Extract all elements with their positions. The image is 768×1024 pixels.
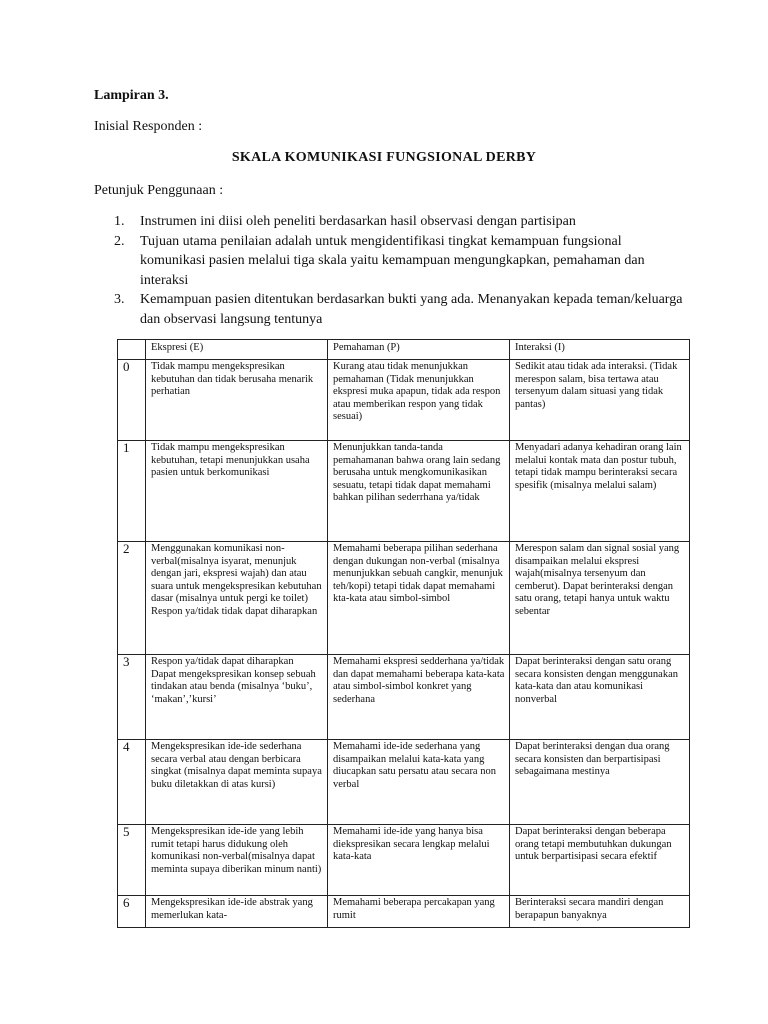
interaksi-cell: Berinteraksi secara mandiri dengan berapapun banyaknya — [510, 896, 690, 928]
pemahaman-cell: Memahami ide-ide sederhana yang disampaikan melalui kata-kata yang diucapkan satu persatu atau secara non verbal — [328, 740, 510, 825]
table-row — [118, 896, 690, 928]
instructions-heading: Petunjuk Penggunaan : — [94, 183, 224, 198]
ekspresi-cell: Tidak mampu mengekspresikan kebutuhan, tetapi menunjukkan usaha pasien untuk berkomunikasi — [146, 441, 328, 542]
table-row — [118, 360, 690, 441]
instruction-item — [94, 290, 684, 329]
attachment-label: Lampiran 3. — [94, 88, 169, 103]
pemahaman-cell: Memahami beberapa pilihan sederhana dengan dukungan non-verbal (misalnya menunjukkan sebuah cangkir, menunjuk teh/kopi) tetapi tidak dapat memahami kta-kata atau simbol-simbol — [328, 542, 510, 655]
table-header-row — [118, 340, 690, 360]
level-cell: 6 — [118, 896, 146, 928]
table-row — [118, 825, 690, 896]
header-pemahaman: Pemahaman (P) — [328, 340, 510, 360]
table-row — [118, 441, 690, 542]
ekspresi-cell: Mengekspresikan ide-ide yang lebih rumit tetapi harus didukung oleh komunikasi non-verbal(misalnya dapat meminta supaya diberikan minum nanti) — [146, 825, 328, 896]
pemahaman-cell: Menunjukkan tanda-tanda pemahamanan bahwa orang lain sedang berusaha untuk mengkomunikasikan sesuatu, tetapi tidak dapat memahami bahkan pilihan sederrhana ya/tidak — [328, 441, 510, 542]
instruction-number: 3. — [114, 292, 125, 307]
table-row — [118, 655, 690, 740]
interaksi-cell: Sedikit atau tidak ada interaksi. (Tidak merespon salam, bisa tertawa atau tersenyum dalam situasi yang tidak pantas) — [510, 360, 690, 441]
interaksi-cell: Dapat berinteraksi dengan satu orang secara konsisten dengan menggunakan kata-kata dan atau komunikasi nonverbal — [510, 655, 690, 740]
respondent-initial-label: Inisial Responden : — [94, 119, 203, 134]
table-row — [118, 542, 690, 655]
table-row — [118, 740, 690, 825]
derby-scale-table — [117, 339, 690, 928]
instructions-list — [94, 212, 684, 329]
pemahaman-cell: Memahami beberapa percakapan yang rumit — [328, 896, 510, 928]
interaksi-cell: Merespon salam dan signal sosial yang disampaikan melalui ekspresi wajah(misalnya tersenyum dan cemberut). Dapat berinteraksi dengan satu orang, tetapi hanya untuk waktu sebentar — [510, 542, 690, 655]
instruction-number: 2. — [114, 233, 125, 249]
instruction-text: Instrumen ini diisi oleh peneliti berdasarkan hasil observasi dengan partisipan — [140, 214, 576, 229]
instruction-text: Tujuan utama penilaian adalah untuk mengidentifikasi tingkat kemampuan fungsional komunikasi pasien melalui tiga skala yaitu kemampuan mengungkapkan, pemahaman dan interaksi — [140, 233, 645, 288]
level-cell: 4 — [118, 740, 146, 825]
interaksi-cell: Dapat berinteraksi dengan dua orang secara konsisten dan berpartisipasi sebagaimana mestinya — [510, 740, 690, 825]
level-cell: 1 — [118, 441, 146, 542]
ekspresi-cell: Mengekspresikan ide-ide sederhana secara verbal atau dengan berbicara singkat (misalnya dapat meminta supaya buku diletakkan di atas kursi) — [146, 740, 328, 825]
header-interaksi: Interaksi (I) — [510, 340, 690, 360]
pemahaman-cell: Memahami ekspresi sedderhana ya/tidak dan dapat memahami beberapa kata-kata atau simbol-simbol konkret yang sederhana — [328, 655, 510, 740]
ekspresi-cell: Tidak mampu mengekspresikan kebutuhan dan tidak berusaha menarik perhatian — [146, 360, 328, 441]
interaksi-cell: Dapat berinteraksi dengan beberapa orang tetapi membutuhkan dukungan untuk berpartisipasi secara efektif — [510, 825, 690, 896]
interaksi-cell: Menyadari adanya kehadiran orang lain melalui kontak mata dan postur tubuh, tetapi tidak mampu berinteraksi secara spesifik (misalnya melalui salam) — [510, 441, 690, 542]
level-cell: 3 — [118, 655, 146, 740]
pemahaman-cell: Memahami ide-ide yang hanya bisa diekspresikan secara lengkap melalui kata-kata — [328, 825, 510, 896]
level-cell: 2 — [118, 542, 146, 655]
level-cell: 5 — [118, 825, 146, 896]
ekspresi-cell: Mengekspresikan ide-ide abstrak yang memerlukan kata- — [146, 896, 328, 928]
level-cell: 0 — [118, 360, 146, 441]
header-ekspresi: Ekspresi (E) — [146, 340, 328, 360]
instruction-text: Kemampuan pasien ditentukan berdasarkan bukti yang ada. Menanyakan kepada teman/keluarga dan observasi langsung tentunya — [140, 292, 683, 327]
ekspresi-cell: Respon ya/tidak dapat diharapkan Dapat mengekspresikan konsep sebuah tindakan atau benda (misalnya ‘buku’, ‘makan’,’kursi’ — [146, 655, 328, 740]
instruction-number: 1. — [114, 214, 125, 229]
pemahaman-cell: Kurang atau tidak menunjukkan pemahaman (Tidak menunjukkan ekspresi muka apapun, tidak ada respon atau memberikan respon yang tidak sesuai) — [328, 360, 510, 441]
header-level — [118, 340, 146, 360]
instruction-item — [94, 212, 684, 232]
instruction-item — [94, 232, 684, 291]
document-title: SKALA KOMUNIKASI FUNGSIONAL DERBY — [231, 150, 537, 165]
ekspresi-cell: Menggunakan komunikasi non-verbal(misalnya isyarat, menunjuk dengan jari, ekspresi wajah) dan atau suara untuk mengekspresikan kebutuhan dasar (misalnya untuk pergi ke toilet) Respon ya/tidak tidak dapat diharapkan — [146, 542, 328, 655]
